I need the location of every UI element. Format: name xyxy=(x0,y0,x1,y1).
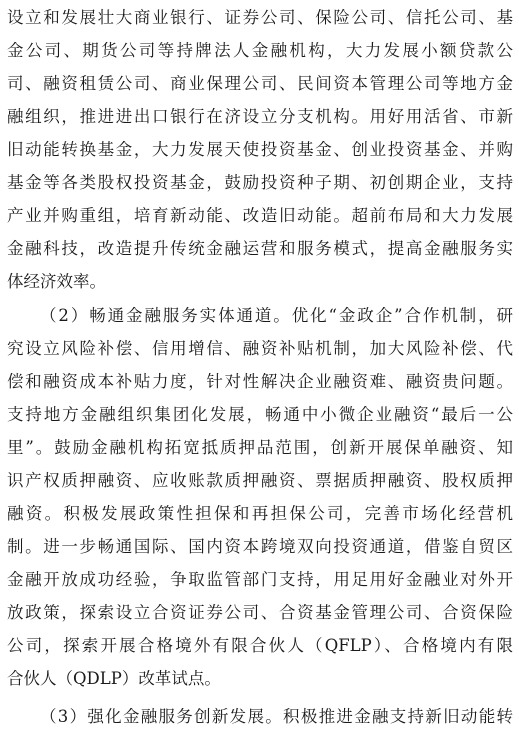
paragraph-line: 设立和发展壮大商业银行、证券公司、保险公司、信托公司、基 xyxy=(7,8,513,27)
paragraph-line: 公司，探索开展合格境外有限合伙人（QFLP）、合格境内有限 xyxy=(7,636,513,655)
section-heading-line: （2）畅通金融服务实体通道。优化“金政企”合作机制，研 xyxy=(40,306,513,325)
paragraph-line: 合伙人（QDLP）改革试点。 xyxy=(7,669,221,688)
paragraph-line: 识产权质押融资、应收账款质押融资、票据质押融资、股权质押 xyxy=(7,471,513,490)
paragraph-line: 金融开放成功经验，争取监管部门支持，用足用好金融业对外开 xyxy=(7,570,513,589)
paragraph-line: 金公司、期货公司等持牌法人金融机构，大力发展小额贷款公 xyxy=(7,41,513,60)
section-heading-line: （3）强化金融服务创新发展。积极推进金融支持新旧动能转 xyxy=(40,707,513,726)
paragraph-line: 司、融资租赁公司、商业保理公司、民间资本管理公司等地方金 xyxy=(7,74,513,93)
paragraph-line: 融资。积极发展政策性担保和再担保公司，完善市场化经营机 xyxy=(7,504,513,523)
paragraph-line: 支持地方金融组织集团化发展，畅通中小微企业融资“最后一公 xyxy=(7,405,513,424)
paragraph-line: 究设立风险补偿、信用增信、融资补贴机制，加大风险补偿、代 xyxy=(7,339,513,358)
paragraph-line: 金融科技，改造提升传统金融运营和服务模式，提高金融服务实 xyxy=(7,239,513,258)
paragraph-line: 放政策，探索设立合资证券公司、合资基金管理公司、合资保险 xyxy=(7,603,513,622)
paragraph-line: 制。进一步畅通国际、国内资本跨境双向投资通道，借鉴自贸区 xyxy=(7,537,513,556)
paragraph-line: 体经济效率。 xyxy=(7,272,106,291)
paragraph-line: 偿和融资成本补贴力度，针对性解决企业融资难、融资贵问题。 xyxy=(7,372,513,391)
paragraph-line: 旧动能转换基金，大力发展天使投资基金、创业投资基金、并购 xyxy=(7,140,513,159)
paragraph-line: 里”。鼓励金融机构拓宽抵质押品范围，创新开展保单融资、知 xyxy=(7,438,513,457)
paragraph-line: 融组织，推进进出口银行在济设立分支机构。用好用活省、市新 xyxy=(7,107,513,126)
paragraph-line: 产业并购重组，培育新动能、改造旧动能。超前布局和大力发展 xyxy=(7,206,513,225)
paragraph-line: 基金等各类股权投资基金，鼓励投资种子期、初创期企业，支持 xyxy=(7,173,513,192)
